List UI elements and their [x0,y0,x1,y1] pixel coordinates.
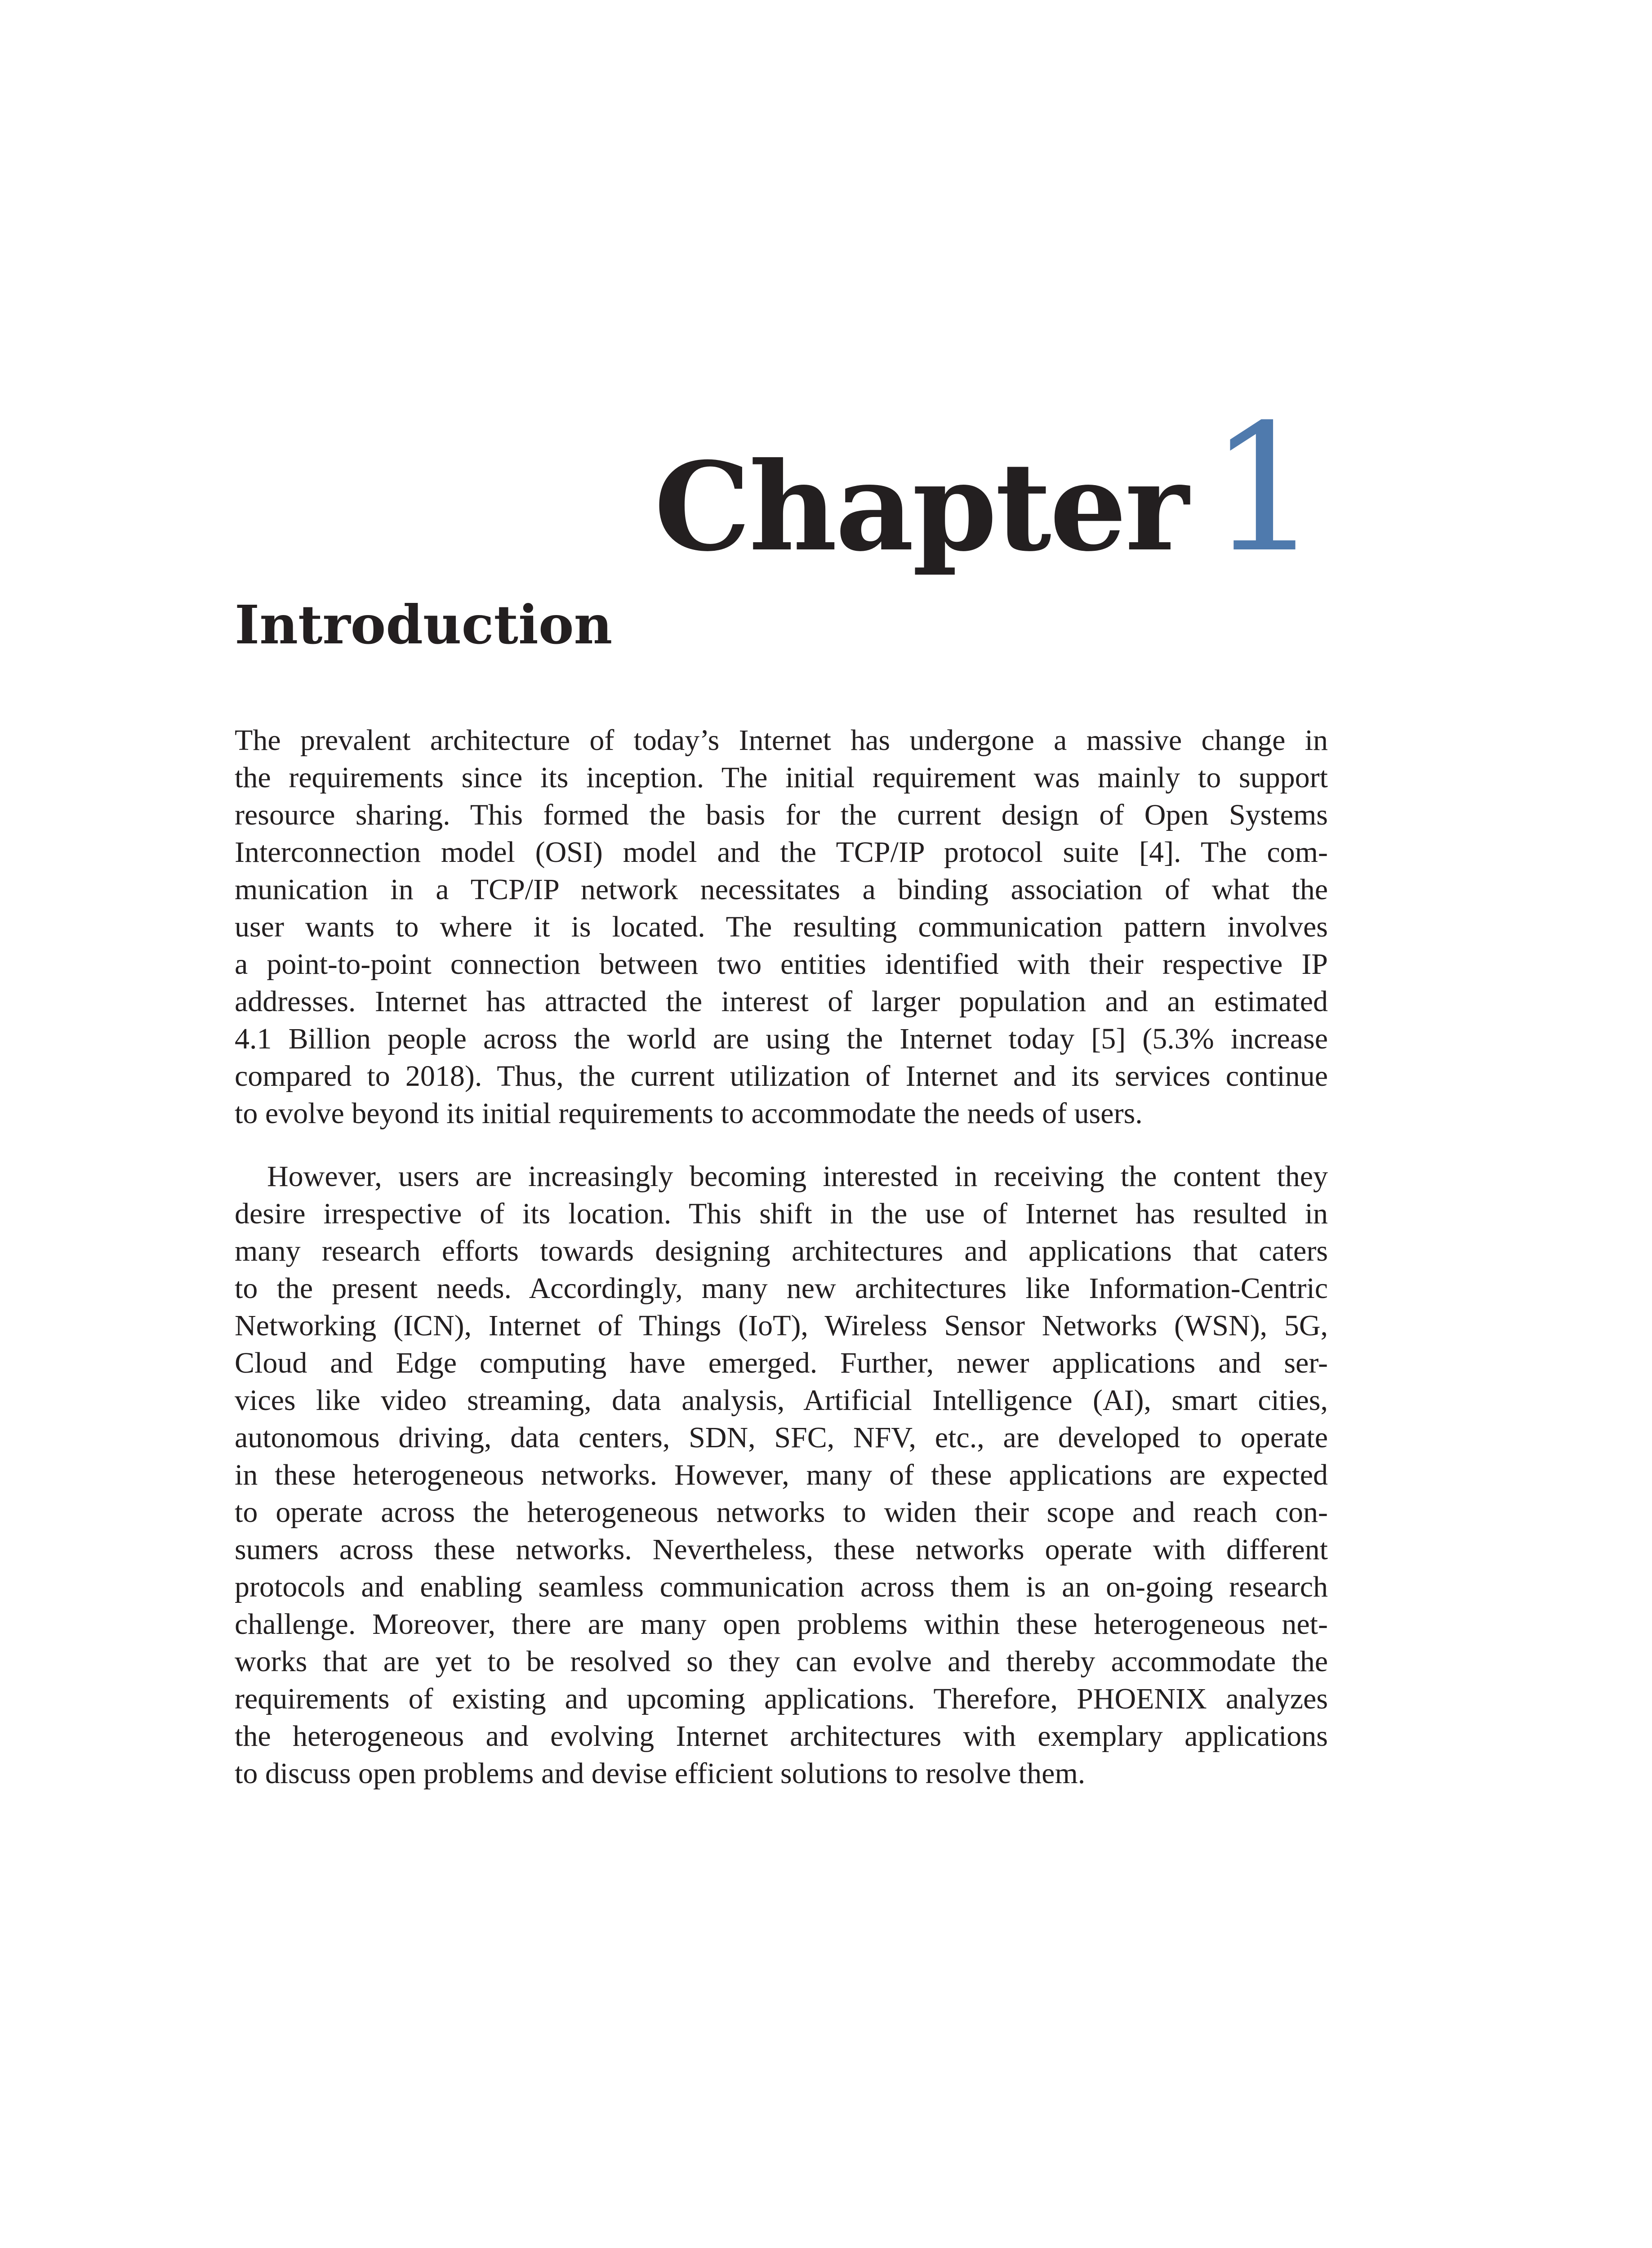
text-line: user wants to where it is located. The resulting communication pattern involves [235,910,1328,943]
chapter-word: Chapter [654,435,1187,578]
text-line: Interconnection model (OSI) model and the TCP/IP protocol suite [4]. The com- [235,836,1328,869]
text-line: the requirements since its inception. The initial requirement was mainly to support [235,761,1328,794]
text-line: autonomous driving, data centers, SDN, SFC, NFV, etc., are developed to operate [235,1421,1328,1454]
text-line: compared to 2018). Thus, the current utilization of Internet and its services continue [235,1060,1328,1093]
text-line: resource sharing. This formed the basis for the current design of Open Systems [235,798,1328,831]
text-line: desire irrespective of its location. This shift in the use of Internet has resulted in [235,1197,1328,1230]
text-line: However, users are increasingly becoming interested in receiving the content they [267,1160,1328,1193]
text-line: 4.1 Billion people across the world are using the Internet today [5] (5.3% increase [235,1022,1328,1055]
section-title: Introduction [235,593,613,656]
chapter-heading [654,387,1320,591]
text-line: a point-to-point connection between two entities identified with their respective IP [235,948,1328,981]
paragraph-1 [235,722,1328,1132]
text-line: The prevalent architecture of today’s Internet has undergone a massive change in [235,724,1328,757]
paragraph-spacer [235,1132,1328,1158]
text-line: works that are yet to be resolved so they can evolve and thereby accommodate the [235,1645,1328,1678]
paragraph-2 [235,1158,1328,1792]
text-line: to operate across the heterogeneous networks to widen their scope and reach con- [235,1496,1328,1529]
text-line: Cloud and Edge computing have emerged. Further, newer applications and ser- [235,1347,1328,1379]
text-line: many research efforts towards designing architectures and applications that caters [235,1235,1328,1267]
text-line: to discuss open problems and devise efficient solutions to resolve them. [235,1757,1086,1790]
body-text [235,722,1328,1792]
text-line: challenge. Moreover, there are many open problems within these heterogeneous net- [235,1608,1328,1641]
chapter-number: 1 [1208,387,1320,591]
text-line: munication in a TCP/IP network necessitates a binding association of what the [235,873,1328,906]
text-line: protocols and enabling seamless communication across them is an on-going research [235,1570,1328,1603]
text-line: in these heterogeneous networks. However, many of these applications are expected [235,1459,1328,1491]
text-line: requirements of existing and upcoming applications. Therefore, PHOENIX analyzes [235,1682,1328,1715]
text-line: addresses. Internet has attracted the interest of larger population and an estimated [235,985,1328,1018]
text-line: to the present needs. Accordingly, many new architectures like Information-Centric [235,1272,1328,1305]
text-line: vices like video streaming, data analysis, Artificial Intelligence (AI), smart cities, [235,1384,1328,1417]
text-line: the heterogeneous and evolving Internet architectures with exemplary applications [235,1720,1328,1753]
text-line: to evolve beyond its initial requirements to accommodate the needs of users. [235,1097,1143,1130]
text-line: sumers across these networks. Nevertheless, these networks operate with different [235,1533,1328,1566]
text-line: Networking (ICN), Internet of Things (IoT), Wireless Sensor Networks (WSN), 5G, [235,1309,1328,1342]
